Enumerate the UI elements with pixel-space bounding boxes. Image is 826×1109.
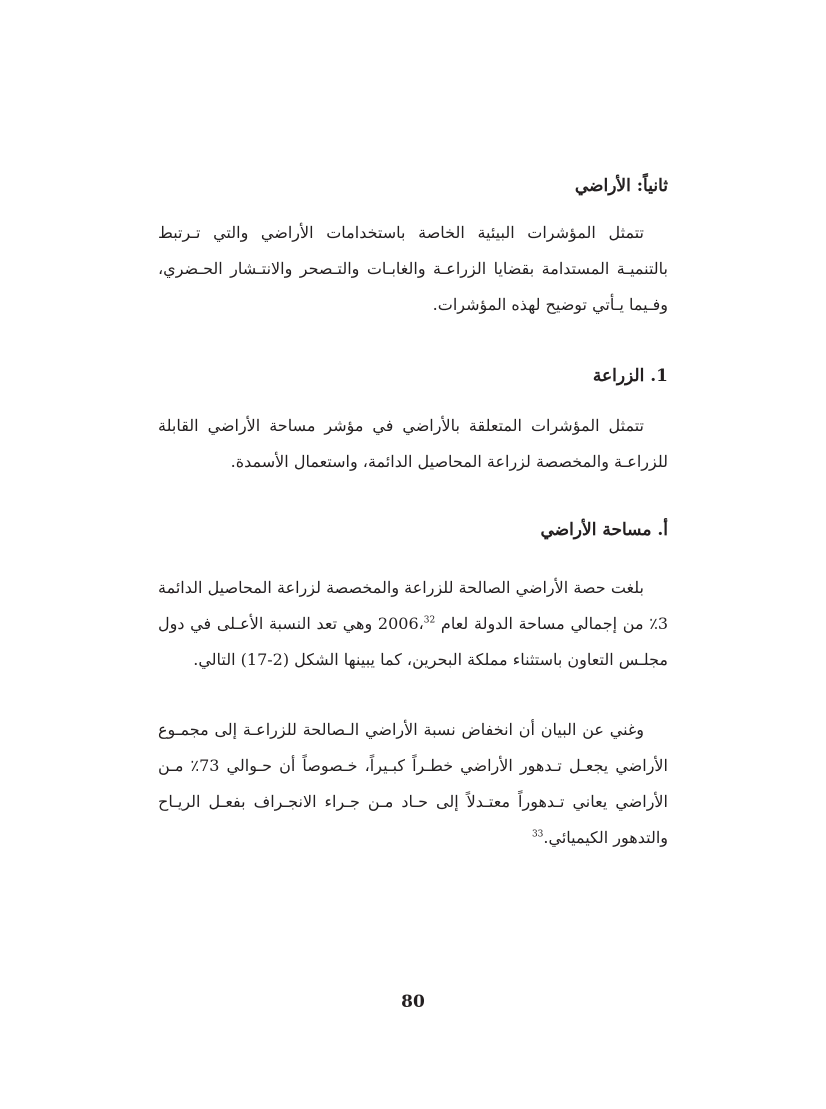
page-number: 80 [401, 992, 425, 1012]
section-heading-agriculture: 1. الزراعة [592, 366, 668, 386]
paragraph-text-rest: وهي تعد النسبة الأعـلى في دول مجلـس التعاون باستثناء مملكة البحرين، كما يبينها الشكل (2-17) التالي. [158, 614, 668, 669]
section-heading-lands: ثانياً: الأراضي [574, 176, 668, 196]
paragraph-agriculture-intro: تتمثل المؤشرات المتعلقة بالأراضي في مؤشر مساحة الأراضي القابلة للزراعـة والمخصصة لزراعة المحاصيل الدائمة، واستعمال الأسمدة. [158, 416, 668, 471]
document-page [158, 0, 668, 1109]
footnote-ref-33: 33 [531, 829, 544, 840]
section-heading-land-area: أ. مساحة الأراضي [540, 520, 668, 540]
paragraph-text: بلغت حصة الأراضي الصالحة للزراعة والمخصصة لزراعة المحاصيل الدائمة 3٪ من إجمالي مساحة الدولة لعام 2006، [158, 578, 669, 633]
paragraph-lands-intro: تتمثل المؤشرات البيئية الخاصة باستخدامات الأراضي والتي تـرتبط بالتنميـة المستدامة بقضايا الزراعـة والغابـات والتـصحر والانتـشار الحـضري، وفـيما يـأتي توضيح لهذه المؤشرات. [158, 223, 669, 314]
paragraph-land-area-share [158, 570, 668, 678]
paragraph-text: وغني عن البيان أن انخفاض نسبة الأراضي الـصالحة للزراعـة إلى مجمـوع الأراضي يجعـل تـدهور الأراضي خطـراً كبـيراً، خـصوصاً أن حـوالي 73٪ مـن الأراضي يعاني تـدهوراً معتـدلاً إلى حـاد مـن جـراء الانجـراف بفعـل الريـاح والتدهور الكيميائي. [158, 720, 668, 847]
paragraph-land-degradation [158, 712, 668, 856]
footnote-ref-32: 32 [423, 615, 436, 626]
